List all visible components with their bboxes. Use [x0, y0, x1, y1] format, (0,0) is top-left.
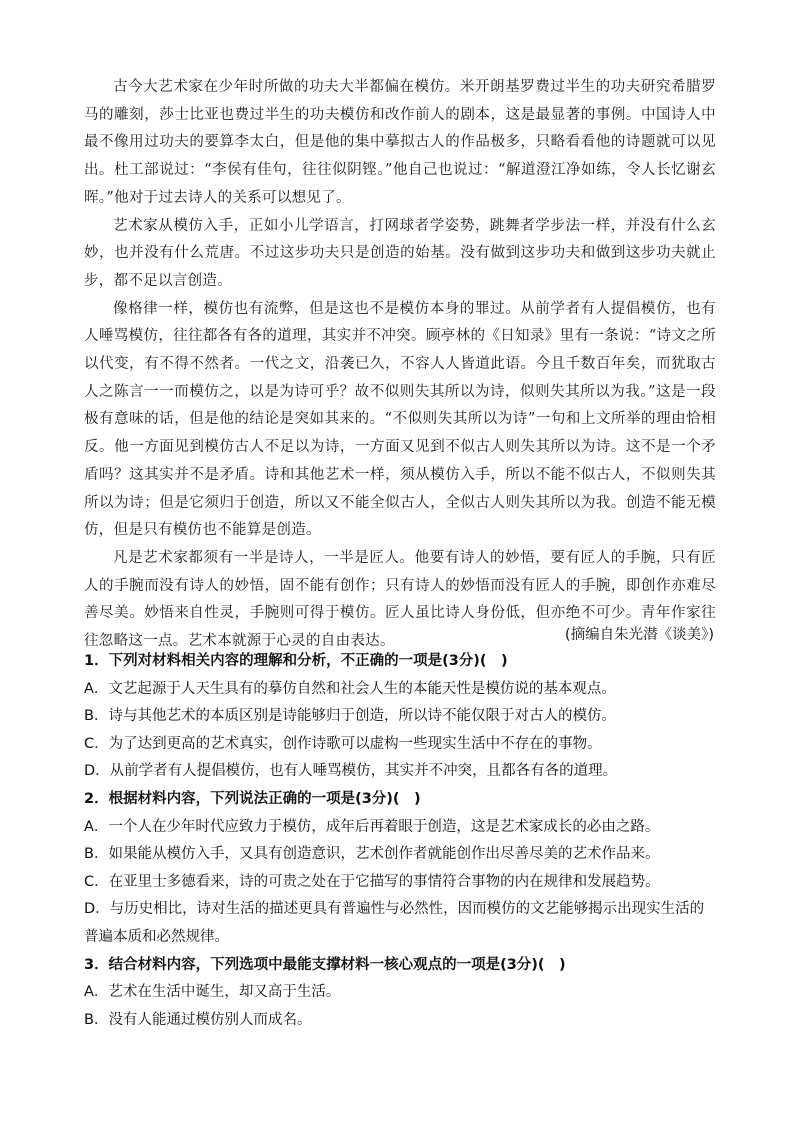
answer-option-b: B．如果能从模仿入手，又具有创造意识，艺术创作者就能创作出尽善尽美的艺术作品来。 [84, 846, 660, 863]
question-list [84, 648, 716, 1034]
question-stem: 3．结合材料内容，下列选项中最能支撑材料一核心观点的一项是(3分)( ) [84, 956, 566, 973]
question-1 [84, 648, 716, 786]
question-stem: 1．下列对材料相关内容的理解和分析，不正确的一项是(3分)( ) [84, 653, 508, 669]
answer-option-a: A．艺术在生活中诞生，却又高于生活。 [84, 984, 341, 1001]
answer-option-a: A．文艺起源于人天生具有的摹仿自然和社会人生的本能天性是模仿说的基本观点。 [84, 680, 616, 697]
passage-paragraph: 古今大艺术家在少年时所做的功夫大半都偏在模仿。米开朗基罗费过半生的功夫研究希腊罗马的雕刻，莎士比亚也费过半生的功夫模仿和改作前人的剧本，这是最显著的事例。中国诗人中最不像用过功夫的要算李太白，但是他的集中摹拟古人的作品极多，只略看看他的诗题就可以见出。杜工部说过：“李侯有佳句，往往似阴铿。”他自己也说过：“解道澄江净如练，令人长忆谢玄晖。”他对于过去诗人的关系可以想见了。 [84, 79, 716, 206]
passage-paragraph: 像格律一样，模仿也有流弊，但是这也不是模仿本身的罪过。从前学者有人提倡模仿，也有人唾骂模仿，往往都各有各的道理，其实并不冲突。顾亭林的《日知录》里有一条说：“诗文之所以代变，有不得不然者。一代之文，沿袭已久，不容人人皆道此语。今且千数百年矣，而犹取古人之陈言一一而模仿之，以是为诗可乎？故不似则失其所以为诗，似则失其所以为我。”这是一段极有意味的话，但是他的结论是突如其来的。“不似则失其所以为诗”一句和上文所举的理由恰相反。他一方面见到模仿古人不足以为诗，一方面又见到不似古人则失其所以为诗。这不是一个矛盾吗？这其实并不是矛盾。诗和其他艺术一样，须从模仿入手，所以不能不似古人，不似则失其所以为诗；但是它须归于创造，所以又不能全似古人，全似古人则失其所以为我。创造不能无模仿，但是只有模仿也不能算是创造。 [84, 300, 716, 539]
answer-option-a: A．一个人在少年时代应致力于模仿，成年后再着眼于创造，这是艺术家成长的必由之路。 [84, 818, 660, 835]
source-citation: (摘编自朱光潜《谈美》) [564, 627, 714, 643]
answer-option-d: D．从前学者有人提倡模仿，也有人唾骂模仿，其实并不冲突，且都各有各的道理。 [84, 763, 618, 780]
answer-option-b: B．诗与其他艺术的本质区别是诗能够归于创造，所以诗不能仅限于对古人的模仿。 [84, 708, 616, 725]
question-3 [84, 952, 716, 1035]
answer-option-c: C．为了达到更高的艺术真实，创作诗歌可以虚构一些现实生活中不存在的事物。 [84, 735, 602, 752]
passage-paragraph: 艺术家从模仿入手，正如小儿学语言，打网球者学姿势，跳舞者学步法一样，并没有什么玄妙，也并没有什么荒唐。不过这步功夫只是创造的始基。没有做到这步功夫和做到这步功夫就止步，都不足以言创造。 [84, 217, 716, 289]
question-2 [84, 786, 716, 952]
answer-option-d: D．与历史相比，诗对生活的描述更具有普遍性与必然性，因而模仿的文艺能够揭示出现实生活的普遍本质和必然规律。 [84, 901, 705, 945]
answer-option-c: C．在亚里士多德看来，诗的可贵之处在于它描写的事情符合事物的内在规律和发展趋势。 [84, 873, 660, 890]
answer-option-b: B．没有人能通过模仿别人而成名。 [84, 1011, 312, 1028]
question-stem: 2．根据材料内容，下列说法正确的一项是(3分)( ) [84, 790, 421, 807]
reading-passage [84, 74, 716, 656]
passage-paragraph: 凡是艺术家都须有一半是诗人，一半是匠人。他要有诗人的妙悟，要有匠人的手腕，只有匠人的手腕而没有诗人的妙悟，固不能有创作；只有诗人的妙悟而没有匠人的手腕，即创作亦难尽善尽美。妙悟来自性灵，手腕则可得于模仿。匠人虽比诗人身份低，但亦绝不可少。青年作家往往忽略这一点。艺术本就源于心灵的自由表达。 [84, 549, 716, 650]
